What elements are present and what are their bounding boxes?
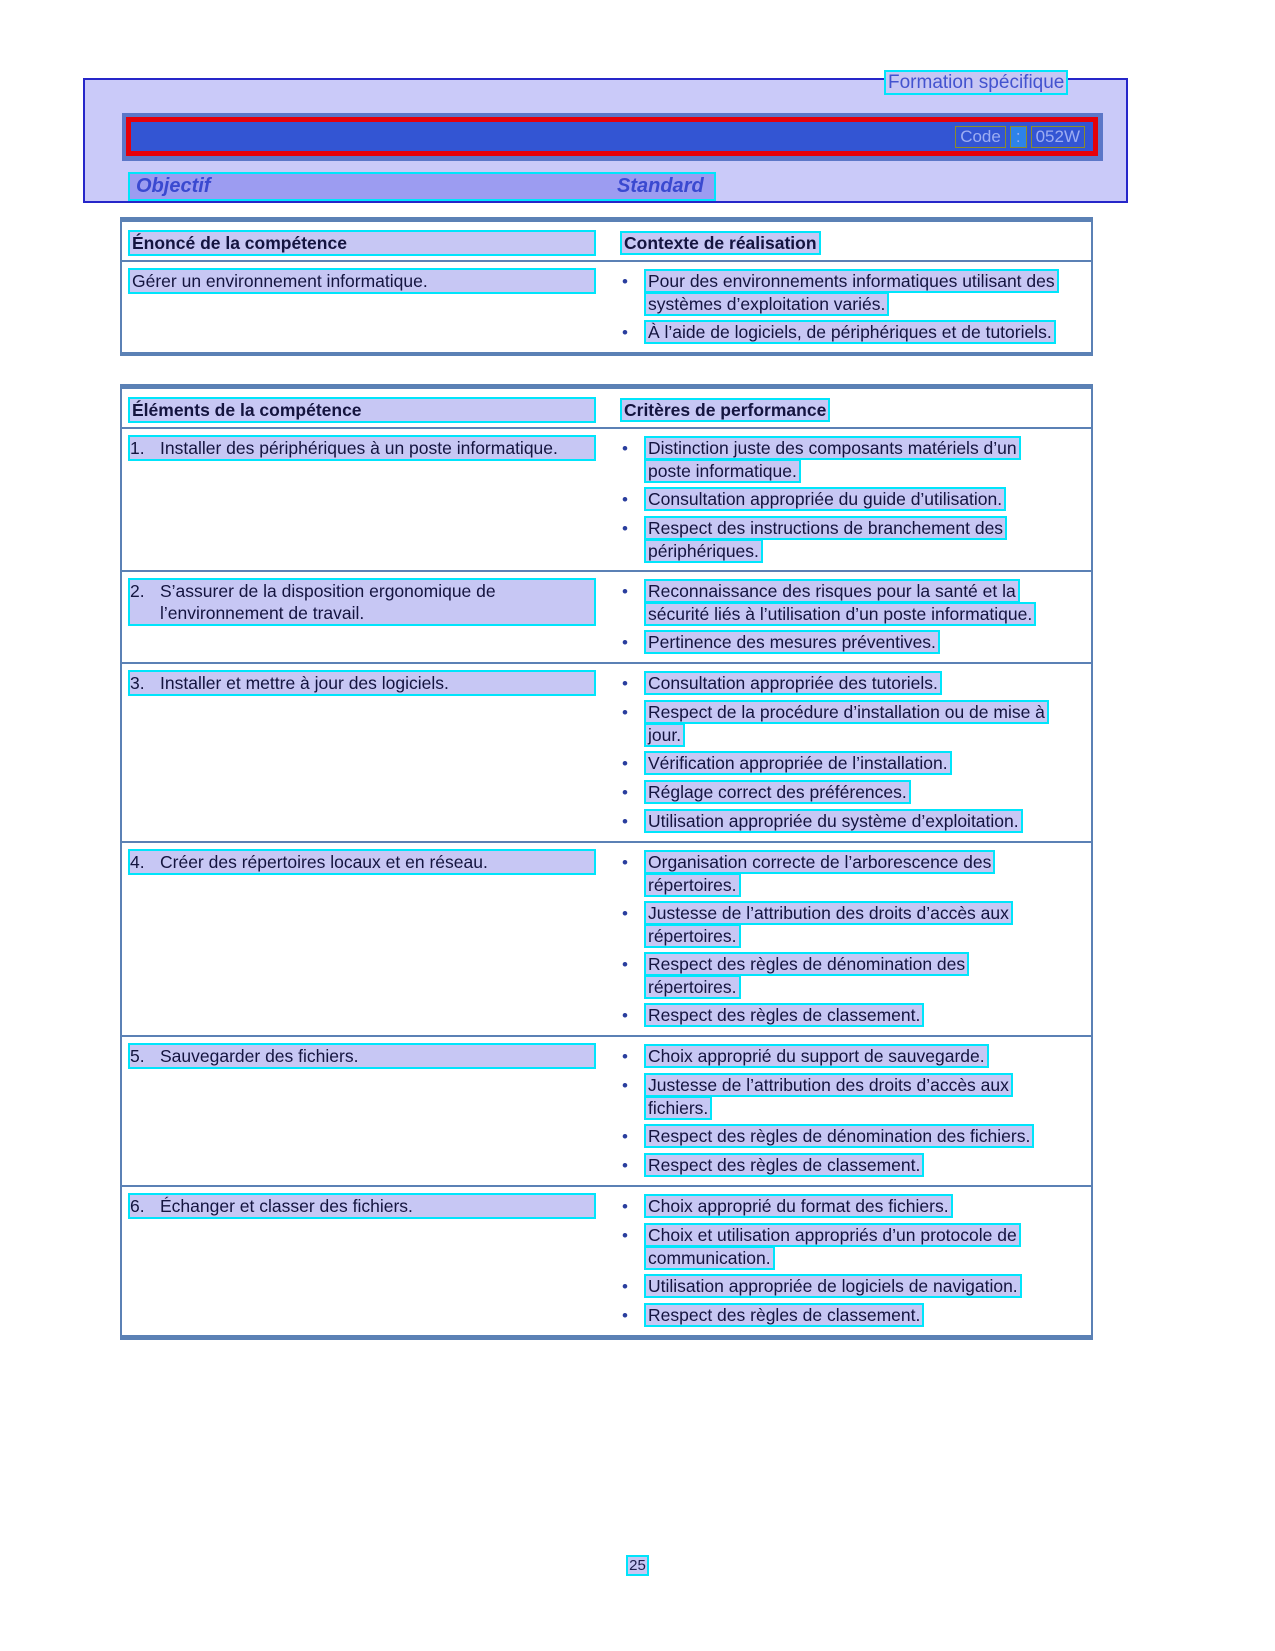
list-item: • Consultation appropriée des tutoriels.	[622, 672, 1055, 695]
list-item: • Justesse de l’attribution des droits d’accès aux fichiers.	[622, 1074, 1055, 1119]
criteres-cell	[602, 435, 1091, 562]
list-item: • Utilisation appropriée de logiciels de navigation.	[622, 1275, 1055, 1298]
element-cell	[122, 435, 602, 562]
element-cell	[122, 578, 602, 654]
list-item: • Justesse de l’attribution des droits d’accès aux répertoires.	[622, 902, 1055, 947]
list-item: • Respect des règles de classement.	[622, 1154, 1055, 1177]
list-item: • Choix approprié du support de sauvegarde.	[622, 1045, 1055, 1068]
header-cell-enonce	[122, 230, 602, 254]
list-item: • Pour des environnements informatiques utilisant des systèmes d’exploitation variés.	[622, 270, 1055, 315]
element-cell	[122, 670, 602, 833]
header-box	[83, 78, 1128, 203]
title-banner	[126, 117, 1098, 156]
table-row-5	[122, 1035, 1091, 1185]
table-row-1	[122, 429, 1091, 570]
list-item: • Respect des instructions de branchement des périphériques.	[622, 517, 1055, 562]
table-row-4	[122, 841, 1091, 1035]
element-text: 1. Installer des périphériques à un poste informatique.	[130, 437, 594, 459]
list-item: • À l’aide de logiciels, de périphériques et de tutoriels.	[622, 321, 1055, 344]
contexte-cell	[602, 268, 1091, 344]
competence-elements-table	[120, 384, 1093, 1340]
criteres-header-text: Critères de performance	[624, 400, 827, 420]
list-item: • Respect des règles de classement.	[622, 1004, 1055, 1027]
competence-text: Gérer un environnement informatique.	[130, 270, 594, 292]
objectif-heading: Objectif	[136, 175, 211, 197]
page-number: 25	[629, 1557, 646, 1574]
criteres-cell	[602, 670, 1091, 833]
criteres-cell	[602, 1193, 1091, 1327]
list-item: • Respect de la procédure d’installation ou de mise à jour.	[622, 701, 1055, 746]
formation-specifique-label	[886, 71, 1066, 95]
table-header-row	[122, 222, 1091, 262]
list-item: • Choix et utilisation appropriés d’un protocole de communication.	[622, 1224, 1055, 1269]
enonce-header-text: Énoncé de la compétence	[130, 232, 594, 254]
criteres-cell	[602, 578, 1091, 654]
element-text: 2. S’assurer de la disposition ergonomique de l’environnement de travail.	[130, 580, 594, 624]
list-item: • Distinction juste des composants matériels d’un poste informatique.	[622, 437, 1055, 482]
code-value: 052W	[1031, 126, 1085, 148]
header-cell-criteres	[602, 397, 1091, 421]
header-cell-contexte	[602, 230, 1091, 254]
list-item: • Respect des règles de dénomination des fichiers.	[622, 1125, 1055, 1148]
list-item: • Vérification appropriée de l’installation.	[622, 752, 1055, 775]
competence-cell	[122, 268, 602, 344]
contexte-header-text: Contexte de réalisation	[624, 233, 817, 253]
element-cell	[122, 1043, 602, 1177]
table-row-6	[122, 1185, 1091, 1335]
competence-statement-table	[120, 217, 1093, 356]
header-cell-elements	[122, 397, 602, 421]
list-item: • Organisation correcte de l’arborescence des répertoires.	[622, 851, 1055, 896]
element-cell	[122, 1193, 602, 1327]
table-row-3	[122, 662, 1091, 841]
element-text: 6. Échanger et classer des fichiers.	[130, 1195, 594, 1217]
criteres-cell	[602, 849, 1091, 1027]
list-item: • Respect des règles de dénomination des répertoires.	[622, 953, 1055, 998]
list-item: • Choix approprié du format des fichiers.	[622, 1195, 1055, 1218]
list-item: • Consultation appropriée du guide d’utilisation.	[622, 488, 1055, 511]
title-banner-background	[122, 113, 1103, 161]
element-text: 4. Créer des répertoires locaux et en réseau.	[130, 851, 594, 873]
objectif-standard-bar	[130, 174, 714, 199]
element-cell	[122, 849, 602, 1027]
table-row-2	[122, 570, 1091, 662]
table-header-row	[122, 389, 1091, 429]
list-item: • Réglage correct des préférences.	[622, 781, 1055, 804]
code-separator: :	[1010, 126, 1027, 148]
table-row	[122, 262, 1091, 352]
criteres-cell	[602, 1043, 1091, 1177]
element-text: 3. Installer et mettre à jour des logiciels.	[130, 672, 594, 694]
highlighted-text: Formation spécifique	[888, 72, 1065, 93]
list-item: • Reconnaissance des risques pour la santé et la sécurité liés à l’utilisation d’un poste informatique.	[622, 580, 1055, 625]
elements-header-text: Éléments de la compétence	[130, 399, 594, 421]
standard-heading: Standard	[617, 175, 704, 197]
list-item: • Respect des règles de classement.	[622, 1304, 1055, 1327]
element-text: 5. Sauvegarder des fichiers.	[130, 1045, 594, 1067]
code-label: Code	[955, 126, 1006, 148]
list-item: • Utilisation appropriée du système d’exploitation.	[622, 810, 1055, 833]
list-item: • Pertinence des mesures préventives.	[622, 631, 1055, 654]
